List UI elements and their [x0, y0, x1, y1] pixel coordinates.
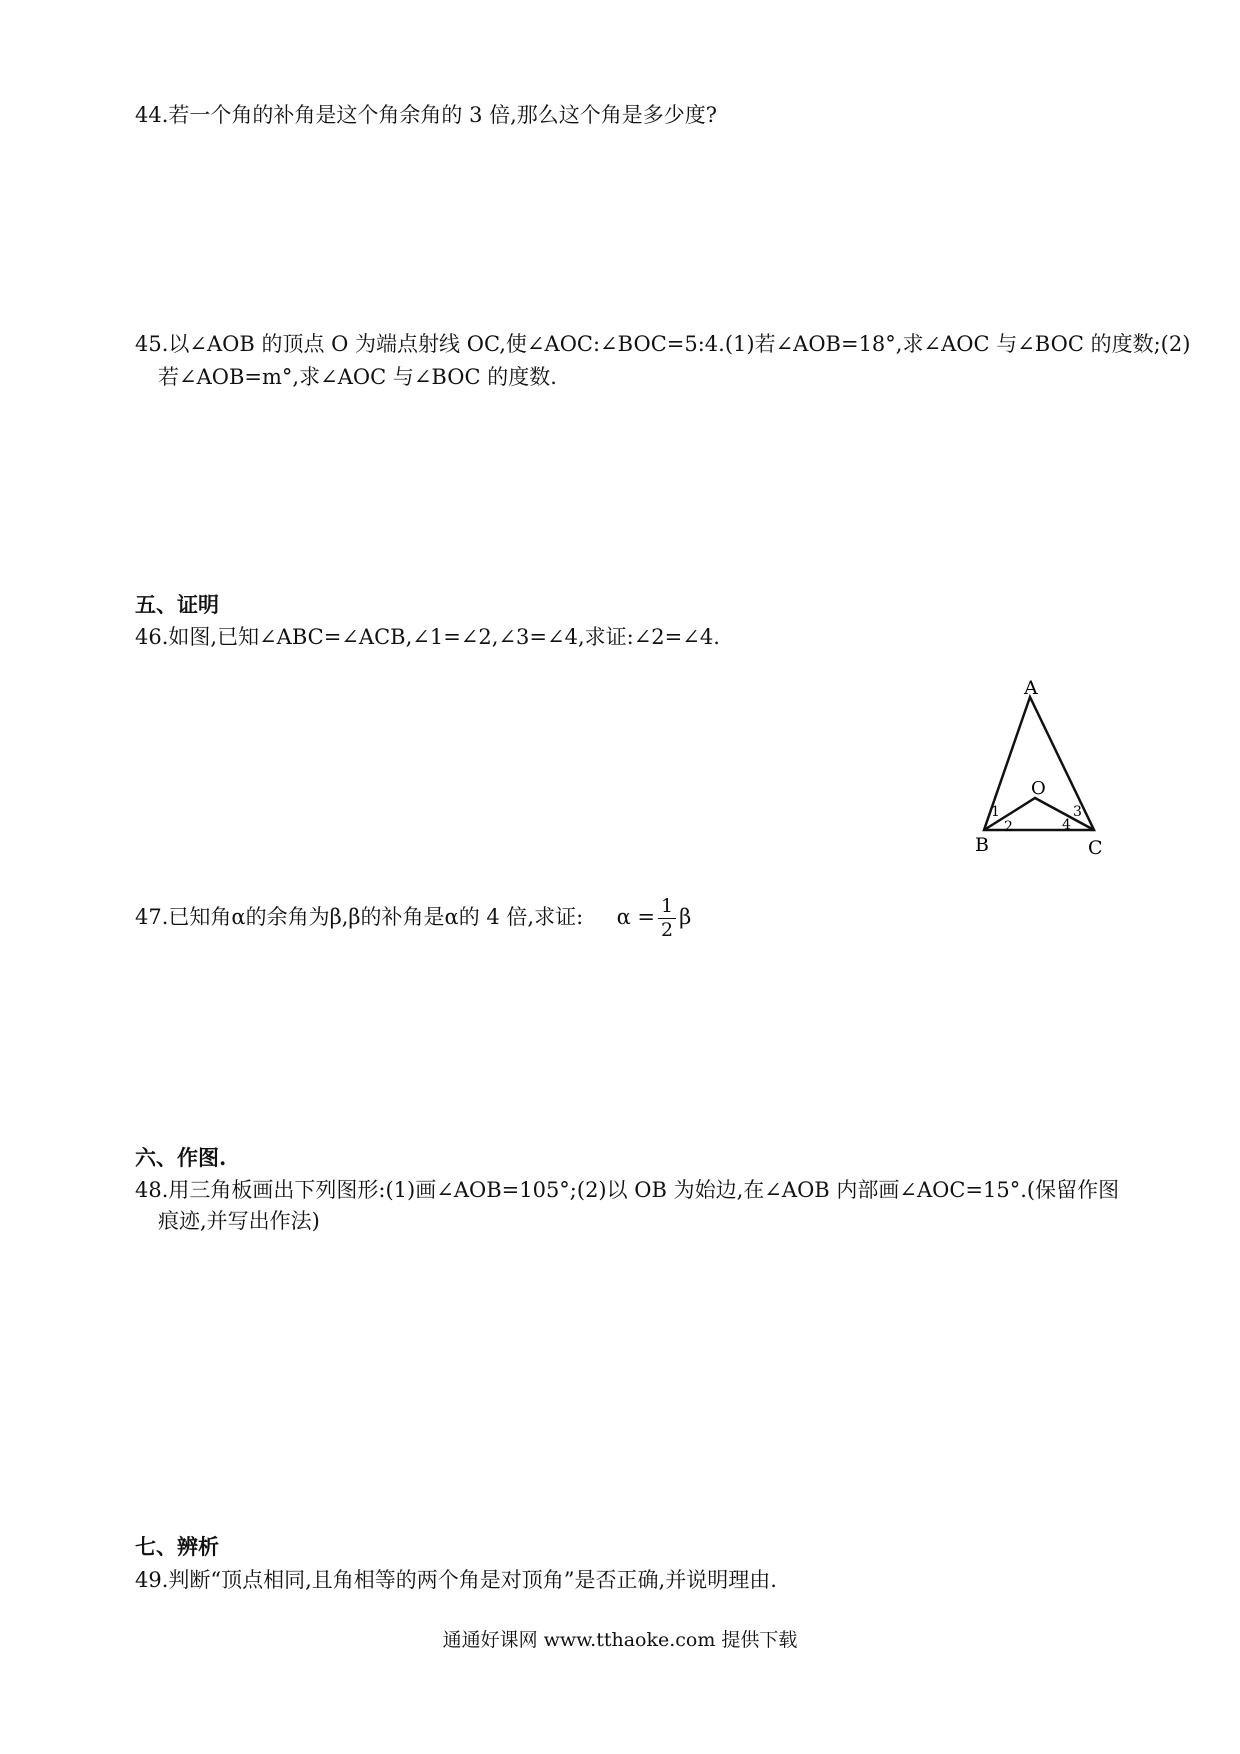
angle-label-1: 1: [991, 804, 1000, 820]
footer-credit: 通通好课网 www.tthaoke.com 提供下载: [442, 1629, 798, 1651]
section-5-heading: 五、证明: [135, 592, 219, 617]
question-47: [135, 897, 691, 940]
vertex-label-a: A: [1024, 677, 1038, 699]
vertex-label-c: C: [1088, 837, 1103, 859]
vertex-label-b: B: [975, 834, 989, 856]
fraction-one-half: [658, 897, 676, 940]
question-45-line-2: 若∠AOB=m°,求∠AOC 与∠BOC 的度数.: [158, 365, 557, 389]
section-7-heading: 七、辨析: [135, 1534, 219, 1559]
question-44: 44.若一个角的补角是这个角余角的 3 倍,那么这个角是多少度?: [135, 103, 718, 127]
formula-lhs: α =: [616, 905, 656, 929]
section-6-heading: 六、作图.: [135, 1145, 227, 1170]
fraction-numerator: 1: [658, 897, 676, 919]
question-45-line-1: 45.以∠AOB 的顶点 O 为端点射线 OC,使∠AOC:∠BOC=5:4.(1)若∠AOB=18°,求∠AOC 与∠BOC 的度数;(2): [135, 332, 1191, 356]
question-46: 46.如图,已知∠ABC=∠ACB,∠1=∠2,∠3=∠4,求证:∠2=∠4.: [135, 625, 720, 649]
angle-label-3: 3: [1073, 804, 1082, 820]
vertex-label-o: O: [1031, 778, 1046, 799]
angle-label-4: 4: [1062, 817, 1071, 833]
fraction-denominator: 2: [661, 919, 674, 941]
question-48-line-2: 痕迹,并写出作法): [158, 1209, 320, 1233]
question-49: 49.判断“顶点相同,且角相等的两个角是对顶角”是否正确,并说明理由.: [135, 1568, 777, 1592]
angle-label-2: 2: [1004, 819, 1013, 835]
question-48-line-1: 48.用三角板画出下列图形:(1)画∠AOB=105°;(2)以 OB 为始边,在∠AOB 内部画∠AOC=15°.(保留作图: [135, 1178, 1120, 1202]
triangle-figure: [970, 670, 1110, 860]
question-47-text: 47.已知角α的余角为β,β的补角是α的 4 倍,求证:: [135, 905, 584, 929]
formula-rhs: β: [679, 905, 692, 929]
